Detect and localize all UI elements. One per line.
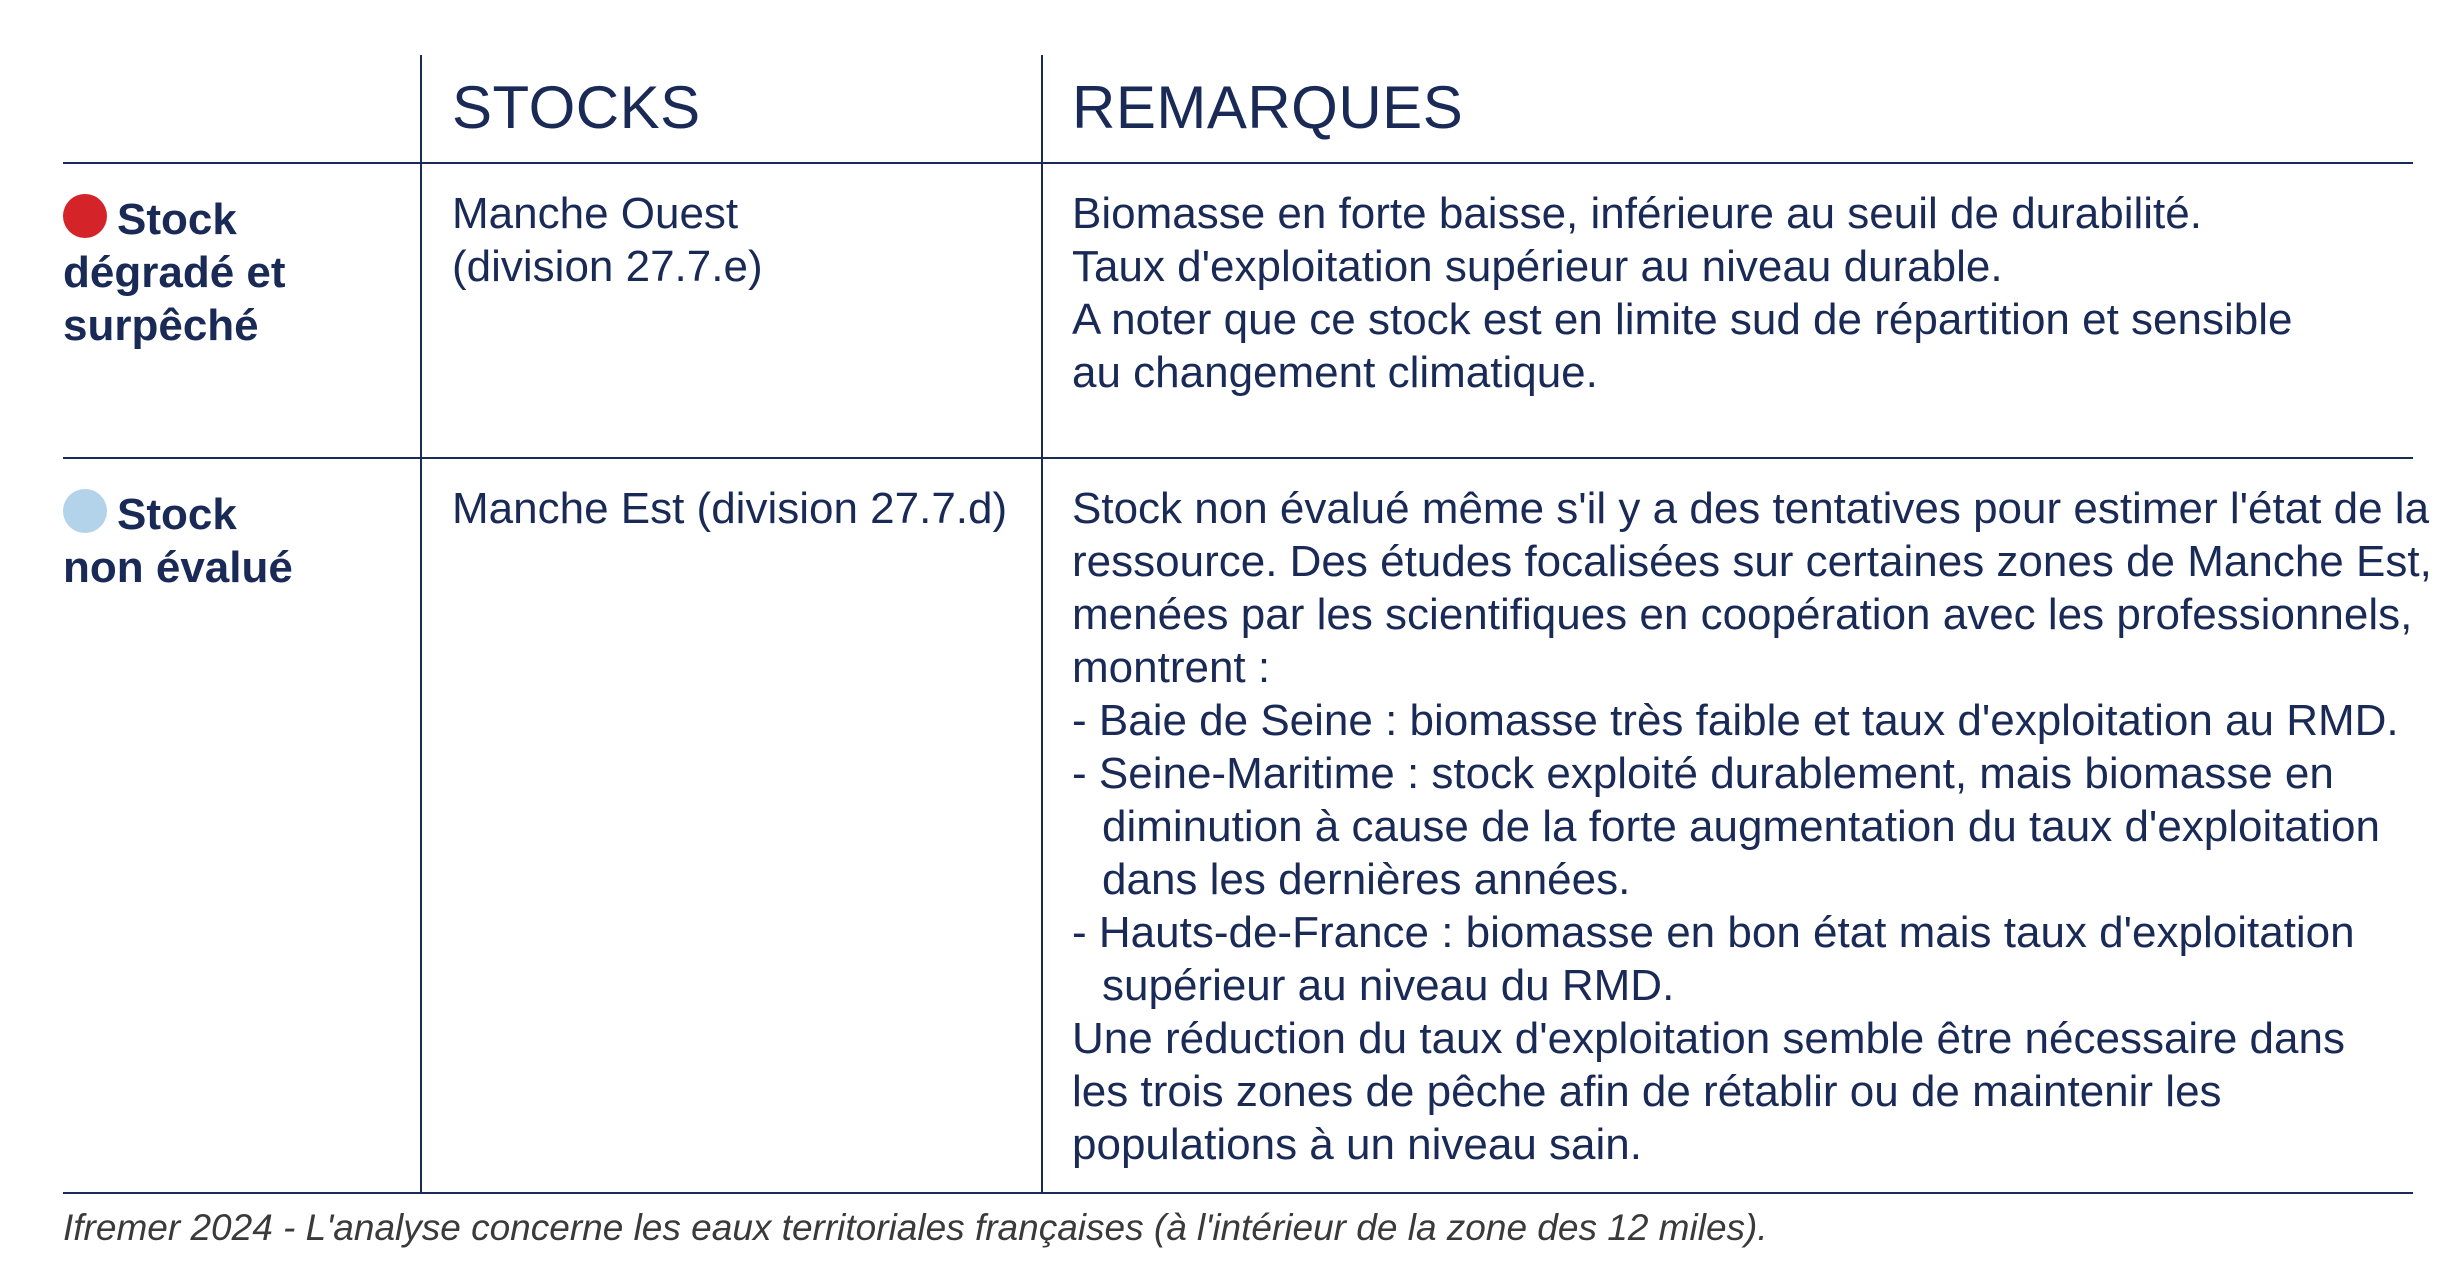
remarks-cell <box>1072 187 2292 399</box>
stock-cell <box>452 482 1007 535</box>
source-footnote: Ifremer 2024 - L'analyse concerne les eaux territoriales françaises (à l'intérieur de la zone des 12 miles). <box>63 1207 1768 1248</box>
remark-line: populations à un niveau sain. <box>1072 1120 1642 1169</box>
bullet-line: - Seine-Maritime : stock exploité durablement, mais biomasse en <box>1072 749 2334 798</box>
stock-name-line: (division 27.7.e) <box>452 242 763 291</box>
stock-name-line: Manche Ouest <box>452 189 739 238</box>
red-status-dot-icon <box>63 194 107 238</box>
status-label-line: dégradé et <box>63 248 286 297</box>
remark-line: Taux d'exploitation supérieur au niveau durable. <box>1072 242 2003 291</box>
status-label-line: non évalué <box>63 543 293 592</box>
bullet-line: - Baie de Seine : biomasse très faible et taux d'exploitation au RMD. <box>1072 696 2399 745</box>
status-degraded <box>63 193 286 352</box>
bullet-line: - Hauts-de-France : biomasse en bon état mais taux d'exploitation <box>1072 908 2355 957</box>
bullet-line: dans les dernières années. <box>1102 855 1631 904</box>
column-header-remarques: REMARQUES <box>1072 74 1464 141</box>
row-divider <box>63 457 2413 459</box>
stock-cell <box>452 187 763 293</box>
remarks-cell <box>1072 482 2432 1171</box>
remark-line: A noter que ce stock est en limite sud de répartition et sensible <box>1072 295 2293 344</box>
column-divider-left <box>420 55 422 1193</box>
remark-line: les trois zones de pêche afin de rétablir ou de maintenir les <box>1072 1067 2222 1116</box>
status-label-line: Stock <box>117 195 237 244</box>
remark-line: Stock non évalué même s'il y a des tentatives pour estimer l'état de la <box>1072 484 2430 533</box>
table-bottom-rule <box>63 1192 2413 1194</box>
status-label-line: surpêché <box>63 301 259 350</box>
column-header-stocks: STOCKS <box>452 74 701 141</box>
bullet-item <box>1072 694 2432 747</box>
remark-line: montrent : <box>1072 643 1271 692</box>
column-divider-right <box>1041 55 1043 1193</box>
bullet-line: supérieur au niveau du RMD. <box>1102 961 1675 1010</box>
bullet-line: diminution à cause de la forte augmentation du taux d'exploitation <box>1102 802 2380 851</box>
status-label-line: Stock <box>117 490 237 539</box>
remark-line: Une réduction du taux d'exploitation semble être nécessaire dans <box>1072 1014 2345 1063</box>
bullet-item <box>1072 906 2432 1012</box>
stock-name-line: Manche Est (division 27.7.d) <box>452 484 1008 533</box>
bullet-item <box>1072 747 2432 906</box>
header-rule <box>63 162 2413 164</box>
status-not-evaluated <box>63 488 293 594</box>
light-blue-status-dot-icon <box>63 489 107 533</box>
remark-line: au changement climatique. <box>1072 348 1598 397</box>
remark-line: Biomasse en forte baisse, inférieure au seuil de durabilité. <box>1072 189 2202 238</box>
remark-line: menées par les scientifiques en coopération avec les professionnels, <box>1072 590 2413 639</box>
remark-line: ressource. Des études focalisées sur certaines zones de Manche Est, <box>1072 537 2432 586</box>
